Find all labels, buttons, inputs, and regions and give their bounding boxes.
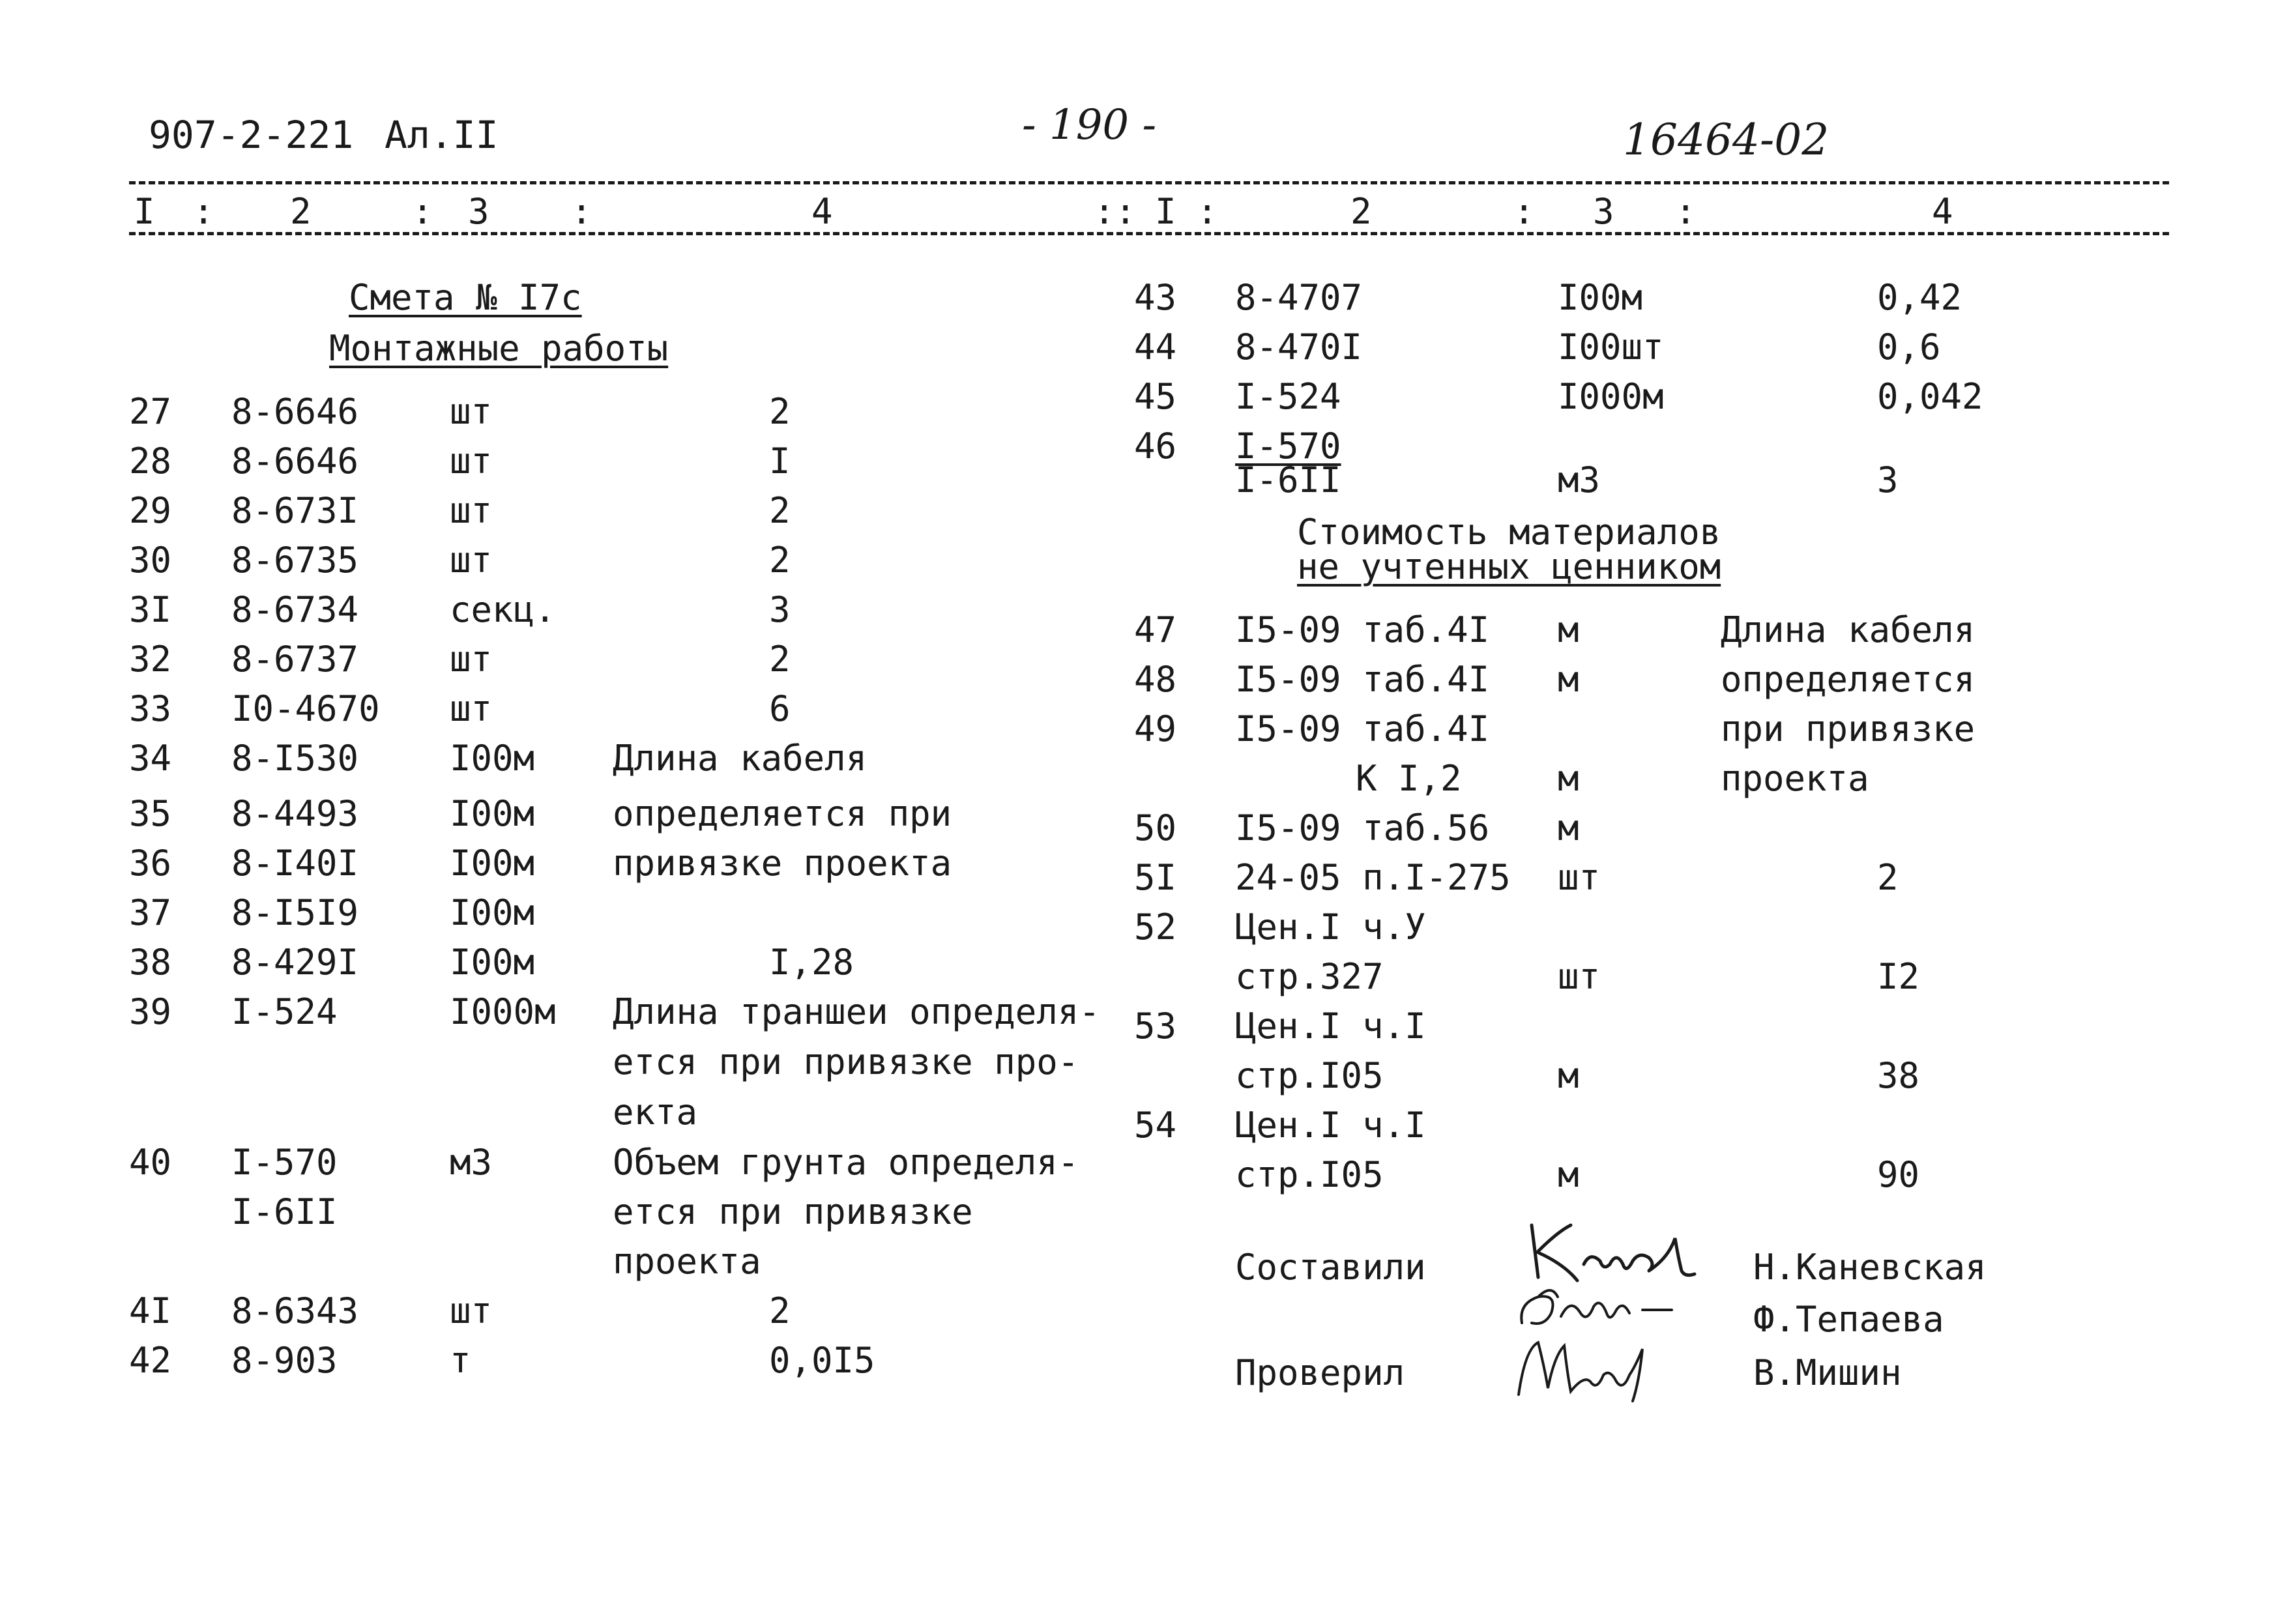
row-note-line: проекта xyxy=(1721,758,1869,799)
row-number: 38 xyxy=(129,942,172,983)
row-code: 8-4707 xyxy=(1235,277,1363,318)
row-unit: шт xyxy=(1558,857,1601,898)
row-code: I5-09 таб.4I xyxy=(1235,609,1490,650)
col-right-2: 2 xyxy=(1350,191,1372,232)
row-note: определяется при xyxy=(613,793,952,834)
row-unit: м3 xyxy=(450,1142,493,1183)
row-note: Длина кабеля xyxy=(1721,609,1976,650)
row-unit: шт xyxy=(1558,956,1601,997)
row-value: 2 xyxy=(769,490,791,531)
row-code: I5-09 таб.56 xyxy=(1235,807,1490,848)
row-value: 2 xyxy=(1877,857,1899,898)
row-value: 0,0I5 xyxy=(769,1340,875,1381)
page-number: - 190 - xyxy=(1022,101,1157,149)
row-code: I-570 xyxy=(1235,426,1341,467)
row-number: 52 xyxy=(1134,906,1177,948)
row-code: 8-6343 xyxy=(231,1290,359,1331)
col-sep: : xyxy=(1513,191,1535,232)
row-note-line: Длина траншеи определя- xyxy=(613,991,1100,1032)
row-note-line: Объем грунта определя- xyxy=(613,1142,1079,1183)
checked-by-label: Проверил xyxy=(1235,1352,1405,1393)
row-number: 42 xyxy=(129,1340,172,1381)
row-unit: м xyxy=(1558,758,1579,799)
row-value: 2 xyxy=(769,639,791,680)
row-code: 8-903 xyxy=(231,1340,338,1381)
row-number: 43 xyxy=(1134,277,1177,318)
row-value: I xyxy=(769,441,791,482)
row-code: 8-6646 xyxy=(231,441,359,482)
row-unit: I00шт xyxy=(1558,326,1664,368)
row-code: I-524 xyxy=(1235,376,1341,417)
row-note: определяется xyxy=(1721,659,1976,700)
row-unit: м3 xyxy=(1558,459,1601,500)
col-left-1: I xyxy=(134,191,155,232)
row-unit: м xyxy=(1558,807,1579,848)
header-bottom-rule xyxy=(129,232,2169,235)
col-sep: : xyxy=(1675,191,1697,232)
col-sep: : xyxy=(193,191,214,232)
row-code: 24-05 п.I-275 xyxy=(1235,857,1511,898)
row-number: 33 xyxy=(129,688,172,729)
row-code: 8-6646 xyxy=(231,391,359,432)
row-code: I-570 xyxy=(231,1142,338,1183)
row-value: I,28 xyxy=(769,942,854,983)
row-value: 90 xyxy=(1877,1154,1920,1195)
row-number: 36 xyxy=(129,843,172,884)
section-subtitle: Монтажные работы xyxy=(329,328,669,369)
col-sep: : xyxy=(571,191,592,232)
row-unit: I000м xyxy=(1558,376,1664,417)
row-value: 3 xyxy=(769,589,791,630)
row-number: 48 xyxy=(1134,659,1177,700)
row-code: Цен.I ч.I xyxy=(1235,1105,1426,1146)
row-code: I5-09 таб.4I xyxy=(1235,708,1490,749)
row-unit: шт xyxy=(450,391,493,432)
row-number: 47 xyxy=(1134,609,1177,650)
row-code: 8-6734 xyxy=(231,589,359,630)
row-unit: шт xyxy=(450,688,493,729)
row-code: Цен.I ч.I xyxy=(1235,1006,1426,1047)
row-code-line2: I-6II xyxy=(1235,459,1341,500)
row-code: Цен.I ч.У xyxy=(1235,906,1426,948)
materials-title-line: Стоимость материалов xyxy=(1297,512,1721,553)
row-number: 3I xyxy=(129,589,172,630)
row-number: 44 xyxy=(1134,326,1177,368)
row-note: Длина кабеля xyxy=(613,738,867,779)
signature-tepaeva xyxy=(1512,1277,1682,1336)
section-title: Смета № I7с xyxy=(349,277,582,318)
row-unit: секц. xyxy=(450,589,556,630)
row-code: 8-I5I9 xyxy=(231,892,359,933)
row-code: 8-6737 xyxy=(231,639,359,680)
row-code: 8-673I xyxy=(231,490,359,531)
row-number: 5I xyxy=(1134,857,1177,898)
row-number: 37 xyxy=(129,892,172,933)
row-number: 46 xyxy=(1134,426,1177,467)
row-value: 6 xyxy=(769,688,791,729)
row-unit: т xyxy=(450,1340,471,1381)
row-number: 30 xyxy=(129,540,172,581)
row-code-line2: стр.I05 xyxy=(1235,1154,1384,1195)
row-number: 35 xyxy=(129,793,172,834)
col-sep: : xyxy=(412,191,433,232)
row-note-line: проекта xyxy=(613,1241,761,1282)
row-code-line2: стр.I05 xyxy=(1235,1055,1384,1096)
compiled-by-label: Составили xyxy=(1235,1247,1426,1288)
header-top-rule xyxy=(129,181,2169,184)
row-code: I0-4670 xyxy=(231,688,380,729)
row-value: 2 xyxy=(769,1290,791,1331)
row-unit: шт xyxy=(450,540,493,581)
signer-name: Н.Каневская xyxy=(1753,1247,1987,1288)
row-code: 8-4493 xyxy=(231,793,359,834)
row-unit: I00м xyxy=(450,942,535,983)
col-left-4: 4 xyxy=(811,191,833,232)
col-right-4: 4 xyxy=(1932,191,1953,232)
row-value: 2 xyxy=(769,391,791,432)
row-code: 8-470I xyxy=(1235,326,1363,368)
row-number: 49 xyxy=(1134,708,1177,749)
col-right-3: 3 xyxy=(1593,191,1614,232)
row-value: 0,42 xyxy=(1877,277,1962,318)
row-note-line: ется при привязке xyxy=(613,1191,973,1232)
row-number: 27 xyxy=(129,391,172,432)
row-unit: шт xyxy=(450,441,493,482)
row-value: 3 xyxy=(1877,459,1899,500)
row-code: 8-I40I xyxy=(231,843,359,884)
album-label: Ал.II xyxy=(385,113,499,157)
row-unit: шт xyxy=(450,1290,493,1331)
row-unit: м xyxy=(1558,1055,1579,1096)
row-unit: шт xyxy=(450,639,493,680)
row-unit: I00м xyxy=(450,843,535,884)
row-unit: м xyxy=(1558,609,1579,650)
row-number: 53 xyxy=(1134,1006,1177,1047)
row-value: 2 xyxy=(769,540,791,581)
row-code: I5-09 таб.4I xyxy=(1235,659,1490,700)
col-double-sep: :: xyxy=(1094,191,1137,232)
row-unit: м xyxy=(1558,1154,1579,1195)
row-note-line: екта xyxy=(613,1092,698,1133)
row-value: 38 xyxy=(1877,1055,1920,1096)
col-left-2: 2 xyxy=(290,191,312,232)
row-code-line2: I-6II xyxy=(231,1191,338,1232)
materials-title-line: не учтенных ценником xyxy=(1297,546,1721,587)
row-code: I-524 xyxy=(231,991,338,1032)
signature-mishin xyxy=(1512,1329,1655,1408)
row-number: 45 xyxy=(1134,376,1177,417)
col-left-3: 3 xyxy=(468,191,489,232)
col-sep: : xyxy=(1197,191,1218,232)
row-unit: I00м xyxy=(450,738,535,779)
col-right-1: I xyxy=(1155,191,1176,232)
row-value: 0,6 xyxy=(1877,326,1941,368)
row-note: привязке проекта xyxy=(613,843,952,884)
row-number: 28 xyxy=(129,441,172,482)
row-unit: I00м xyxy=(450,793,535,834)
row-value: 0,042 xyxy=(1877,376,1983,417)
row-code: 8-6735 xyxy=(231,540,359,581)
row-unit: I00м xyxy=(1558,277,1643,318)
row-number: 54 xyxy=(1134,1105,1177,1146)
row-number: 39 xyxy=(129,991,172,1032)
doc-number: 16464-02 xyxy=(1623,115,1830,165)
doc-code: 907-2-221 xyxy=(149,113,354,157)
signer-name: В.Мишин xyxy=(1753,1352,1902,1393)
row-number: 50 xyxy=(1134,807,1177,848)
row-code-line2: стр.327 xyxy=(1235,956,1384,997)
row-number: 29 xyxy=(129,490,172,531)
row-number: 34 xyxy=(129,738,172,779)
signer-name: Ф.Тепаева xyxy=(1753,1299,1944,1340)
row-unit: I00м xyxy=(450,892,535,933)
row-unit: м xyxy=(1558,659,1579,700)
row-number: 4I xyxy=(129,1290,172,1331)
row-unit: шт xyxy=(450,490,493,531)
row-code-line2: К I,2 xyxy=(1356,758,1462,799)
row-unit: I000м xyxy=(450,991,556,1032)
row-value: I2 xyxy=(1877,956,1920,997)
row-note-line: ется при привязке про- xyxy=(613,1041,1079,1082)
row-code: 8-429I xyxy=(231,942,359,983)
row-number: 40 xyxy=(129,1142,172,1183)
row-note-line: при привязке xyxy=(1721,708,1976,749)
row-code: 8-I530 xyxy=(231,738,359,779)
row-number: 32 xyxy=(129,639,172,680)
